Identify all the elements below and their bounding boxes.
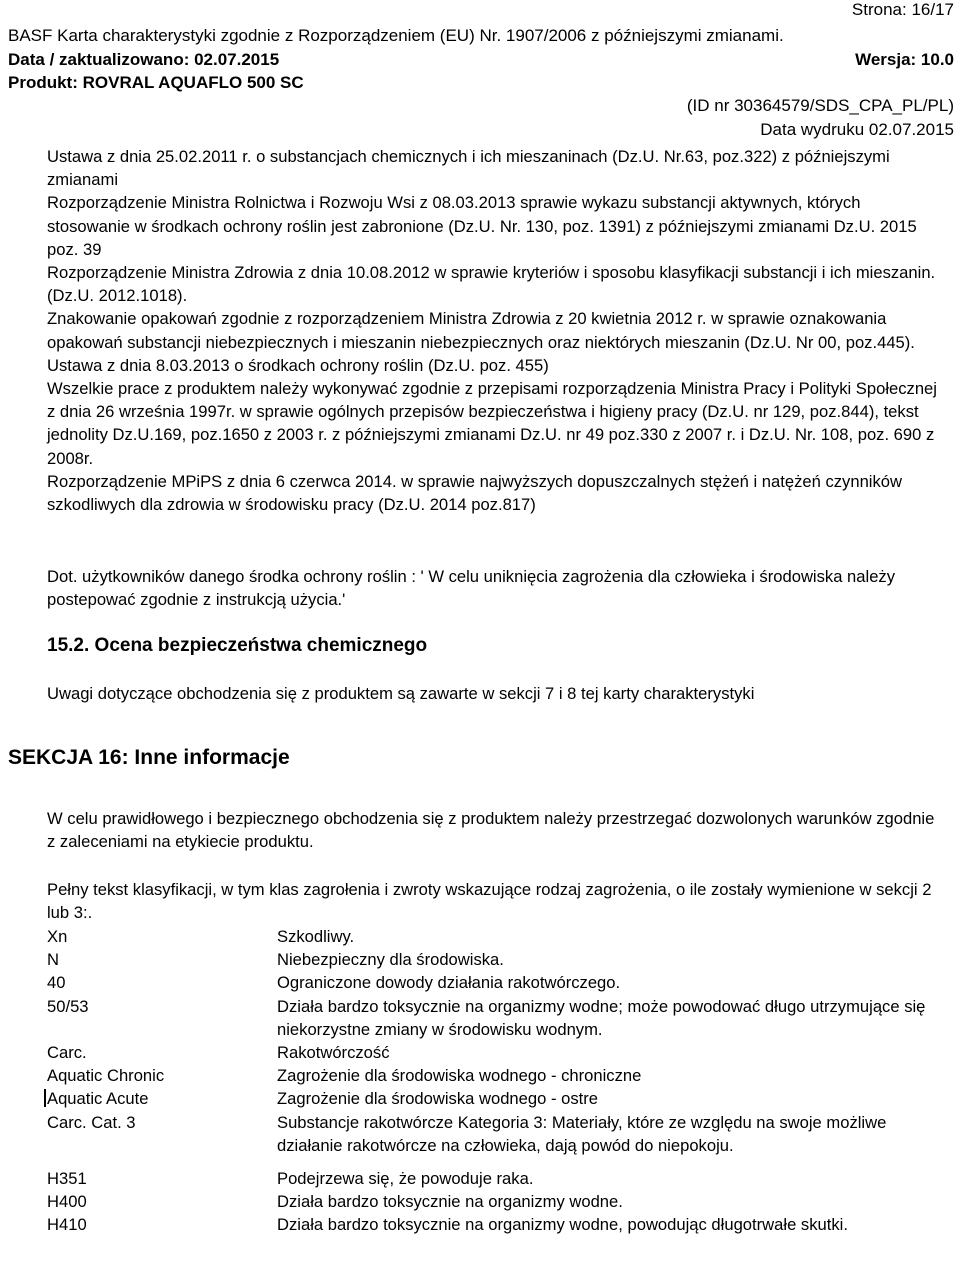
section-15-2-title: 15.2. Ocena bezpieczeństwa chemicznego [47, 635, 428, 656]
definitions-list [47, 925, 937, 1237]
definition-term: 40 [47, 973, 66, 993]
definition-desc: Zagrożenie dla środowiska wodnego - ostre [277, 1089, 598, 1109]
definition-row [47, 995, 937, 1041]
regulation-item: Znakowanie opakowań zgodnie z rozporządzeniem Ministra Zdrowia z 20 kwietnia 2012 r. w sprawie oznakowania opakowań substancji niebezpiecznych i mieszanin niebezpiecznych oraz niektórych mieszanin (Dz.U. Nr 00, poz.445). [47, 309, 915, 352]
definition-desc: Substancje rakotwórcze Kategoria 3: Materiały, które ze względu na swoje możliwe działanie rakotwórcze na człowieka, dają powód do niepokoju. [277, 1112, 887, 1155]
definition-term-wrap [47, 1087, 277, 1110]
definition-term: H410 [47, 1215, 87, 1235]
definition-term: H351 [47, 1169, 87, 1189]
definition-term: N [47, 950, 59, 970]
regulation-item: Rozporządzenie MPiPS z dnia 6 czerwca 2014. w sprawie najwyższych dopuszczalnych stężeń i natężeń czynników szkodliwych dla zdrowia w środowisku pracy (Dz.U. 2014 poz.817) [47, 471, 902, 515]
definition-row [47, 1167, 937, 1190]
definition-desc: Działa bardzo toksycznie na organizmy wodne. [277, 1192, 623, 1212]
section-15-2-text: Uwagi dotyczące obchodzenia się z produktem są zawarte w sekcji 7 i 8 tej karty charakterystyki [47, 684, 755, 703]
text-cursor-icon [44, 1089, 46, 1107]
definition-row [47, 1087, 937, 1110]
regulation-item: Ustawa z dnia 25.02.2011 r. o substancjach chemicznych i ich mieszaninach (Dz.U. Nr.63, poz.322) z późniejszymi zmianami [47, 147, 890, 190]
user-note: Dot. użytkowników danego środka ochrony roślin : ' W celu uniknięcia zagrożenia dla człowieka i środowiska należy postepować zgodnie z instrukcją użycia.' [47, 567, 896, 610]
definition-row [47, 1190, 937, 1213]
definition-term: Aquatic Acute [47, 1089, 149, 1109]
definition-desc: Działa bardzo toksycznie na organizmy wodne, powodując długotrwałe skutki. [277, 1215, 848, 1235]
header-id: (ID nr 30364579/SDS_CPA_PL/PL) [686, 96, 954, 115]
definition-desc: Niebezpieczny dla środowiska. [277, 950, 504, 970]
definition-term: Xn [47, 927, 68, 946]
definition-desc: Rakotwórczość [277, 1043, 390, 1063]
definition-term: 50/53 [47, 996, 89, 1016]
definition-desc: Podejrzewa się, że powoduje raka. [277, 1169, 534, 1189]
definition-desc: Szkodliwy. [277, 927, 355, 946]
section-16-title: SEKCJA 16: Inne informacje [8, 746, 290, 769]
definition-row [47, 925, 937, 948]
definition-row [47, 1213, 937, 1236]
definition-term: Carc. Cat. 3 [47, 1112, 136, 1132]
definition-row [47, 1064, 937, 1087]
definition-desc: Zagrożenie dla środowiska wodnego - chroniczne [277, 1066, 642, 1086]
header-title: BASF Karta charakterystyki zgodnie z Rozporządzeniem (EU) Nr. 1907/2006 z późniejszymi zmianami. [8, 26, 784, 45]
definition-term: Aquatic Chronic [47, 1066, 165, 1086]
definition-desc: Ograniczone dowody działania rakotwórczego. [277, 973, 621, 993]
header-version: Wersja: 10.0 [855, 50, 954, 69]
section-16-para2: Pełny tekst klasyfikacji, w tym klas zagrołenia i zwroty wskazujące rodzaj zagrożenia, o ile zostały wymienione w sekcji 2 lub 3:. [47, 880, 932, 923]
header-product: Produkt: ROVRAL AQUAFLO 500 SC [8, 73, 304, 92]
page-number: Strona: 16/17 [851, 0, 954, 19]
header-date: Data / zaktualizowano: 02.07.2015 [8, 50, 280, 69]
section-16-para1: W celu prawidłowego i bezpiecznego obchodzenia się z produktem należy przestrzegać dozwolonych warunków zgodnie z zaleceniami na etykiecie produktu. [47, 809, 935, 852]
definition-row [47, 1041, 937, 1064]
definition-term: Carc. [47, 1043, 87, 1063]
header-print-date: Data wydruku 02.07.2015 [760, 120, 954, 139]
definition-row [47, 971, 937, 994]
definition-row [47, 948, 937, 971]
regulation-item: Rozporządzenie Ministra Rolnictwa i Rozwoju Wsi z 08.03.2013 sprawie wykazu substancji aktywnych, których stosowanie w środkach ochrony roślin jest zabronione (Dz.U. Nr. 130, poz. 1391) z późniejszymi zmianami Dz.U. 2015 poz. 39 [47, 193, 917, 259]
regulations-list [47, 145, 947, 516]
regulation-item: Wszelkie prace z produktem należy wykonywać zgodnie z przepisami rozporządzenia Ministra Pracy i Polityki Społecznej z dnia 26 września 1997r. w sprawie ogólnych przepisów bezpieczeństwa i higieny pracy (Dz.U. nr 129, poz.844), tekst jednolity Dz.U.169, poz.1650 z 2003 r. z późniejszymi zmianami Dz.U. nr 49 poz.330 z 2007 r. i Dz.U. Nr. 108, poz. 690 z 2008r. [47, 379, 937, 468]
regulation-item: Rozporządzenie Ministra Zdrowia z dnia 10.08.2012 w sprawie kryteriów i sposobu klasyfikacji substancji i ich mieszanin. (Dz.U. 2012.1018). [47, 263, 936, 306]
regulation-item: Ustawa z dnia 8.03.2013 o środkach ochrony roślin (Dz.U. poz. 455) [47, 355, 549, 375]
definition-row [47, 1111, 937, 1157]
definition-desc: Działa bardzo toksycznie na organizmy wodne; może powodować długo utrzymujące się niekorzystne zmiany w środowisku wodnym. [277, 996, 926, 1039]
definition-term: H400 [47, 1192, 87, 1212]
